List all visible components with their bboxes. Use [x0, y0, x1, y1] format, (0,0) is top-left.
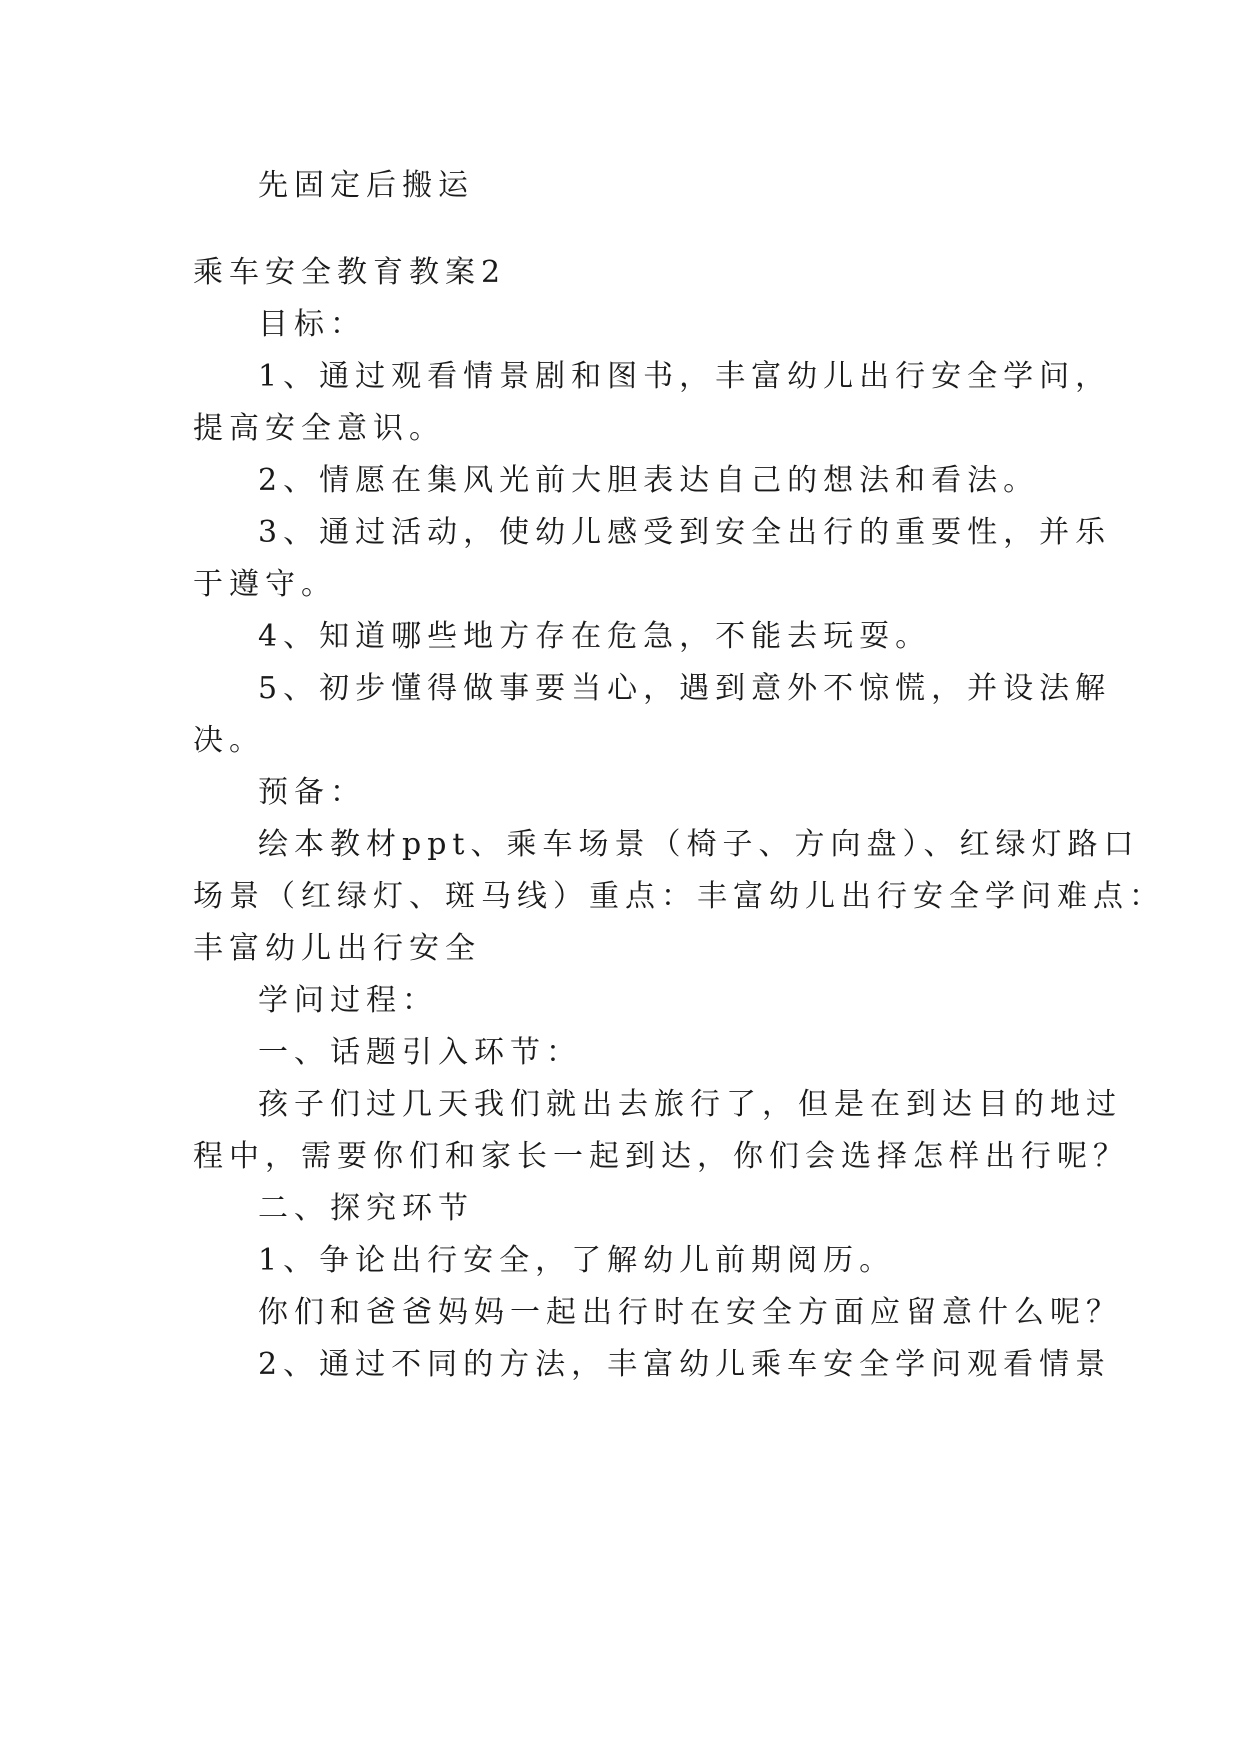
text-line: 2、通过不同的方法，丰富幼儿乘车安全学问观看情景	[258, 1347, 1112, 1382]
section-heading: 乘车安全教育教案2	[193, 255, 507, 290]
text-line: 学问过程：	[258, 983, 438, 1018]
text-line: 决。	[193, 723, 265, 758]
text-line: 你们和爸爸妈妈一起出行时在安全方面应留意什么呢？	[258, 1295, 1122, 1330]
text-line: 场景（红绿灯、斑马线）重点：丰富幼儿出行安全学问难点：	[193, 879, 1165, 914]
text-line: 5、初步懂得做事要当心，遇到意外不惊慌，并设法解	[258, 671, 1112, 706]
text-line: 目标：	[258, 307, 366, 342]
text-line: 丰富幼儿出行安全	[193, 931, 481, 966]
text-line: 孩子们过几天我们就出去旅行了，但是在到达目的地过	[258, 1087, 1122, 1122]
text-line: 预备：	[258, 775, 366, 810]
text-line: 1、通过观看情景剧和图书，丰富幼儿出行安全学问，	[258, 359, 1112, 394]
text-line: 2、情愿在集风光前大胆表达自己的想法和看法。	[258, 463, 1040, 498]
text-line: 4、知道哪些地方存在危急，不能去玩耍。	[258, 619, 932, 654]
text-line: 绘本教材ppt、乘车场景（椅子、方向盘）、红绿灯路口	[258, 827, 1140, 862]
text-line: 于遵守。	[193, 567, 337, 602]
text-line: 3、通过活动，使幼儿感受到安全出行的重要性，并乐	[258, 515, 1112, 550]
text-line: 1、争论出行安全，了解幼儿前期阅历。	[258, 1243, 896, 1278]
text-line: 一、话题引入环节：	[258, 1035, 582, 1070]
text-line: 先固定后搬运	[258, 168, 474, 203]
text-line: 提高安全意识。	[193, 411, 445, 446]
text-line: 程中，需要你们和家长一起到达，你们会选择怎样出行呢？	[193, 1139, 1129, 1174]
text-line: 二、探究环节	[258, 1191, 474, 1226]
